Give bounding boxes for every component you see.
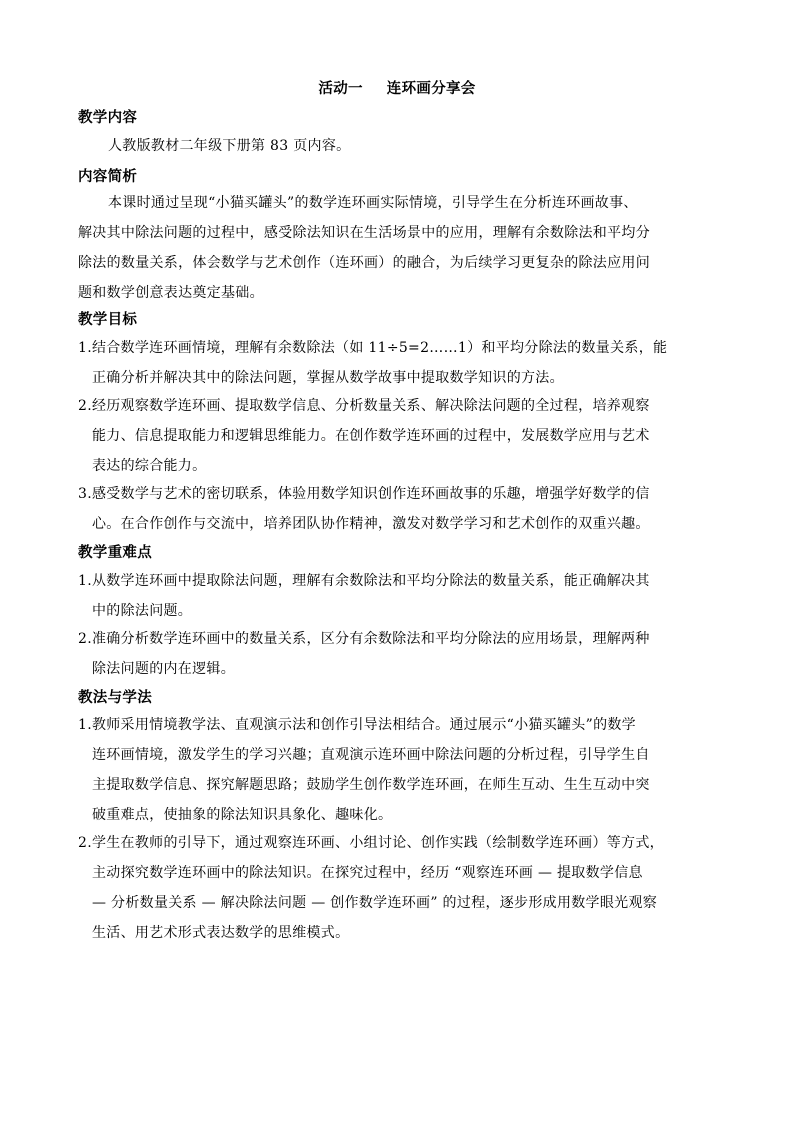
analysis-line: 本课时通过呈现“小猫买罐头”的数学连环画实际情境，引导学生在分析连环画故事、 bbox=[108, 195, 638, 211]
analysis-line: 解决其中除法问题的过程中，感受除法知识在生活场景中的应用，理解有余数除法和平均分 bbox=[78, 225, 650, 241]
content-analysis-paragraph bbox=[78, 188, 718, 308]
goal-line: 3.感受数学与艺术的密切联系，体验用数学知识创作连环画故事的乐趣，增强学好数学的信 bbox=[78, 486, 650, 502]
method-line: 主提取数学信息、探究解题思路；鼓励学生创作数学连环画，在师生互动、生生互动中突 bbox=[92, 777, 650, 793]
goal-line: 心。在合作创作与交流中，培养团队协作精神，激发对数学学习和艺术创作的双重兴趣。 bbox=[92, 516, 650, 532]
title-activity-name: 连环画分享会 bbox=[386, 80, 476, 97]
heading-teaching-goals: 教学目标 bbox=[78, 311, 138, 328]
method-item-2 bbox=[78, 828, 720, 948]
title-activity-number: 活动一 bbox=[318, 80, 363, 97]
keypoint-line: 1.从数学连环画中提取除法问题，理解有余数除法和平均分除法的数量关系，能正确解决其 bbox=[78, 573, 650, 589]
heading-key-difficulties: 教学重难点 bbox=[78, 544, 152, 561]
method-line: 破重难点，使抽象的除法知识具象化、趣味化。 bbox=[92, 807, 393, 823]
teaching-content-line: 人教版教材二年级下册第 83 页内容。 bbox=[108, 138, 351, 154]
analysis-line: 题和数学创意表达奠定基础。 bbox=[78, 285, 264, 301]
goal-line: 能力、信息提取能力和逻辑思维能力。在创作数学连环画的过程中，发展数学应用与艺术 bbox=[92, 428, 650, 444]
method-line: 主动探究数学连环画中的除法知识。在探究过程中，经历 “观察连环画 — 提取数学信息 bbox=[92, 865, 643, 881]
method-line: 2.学生在教师的引导下，通过观察连环画、小组讨论、创作实践（绘制数学连环画）等方式， bbox=[78, 835, 664, 851]
keypoint-line: 2.准确分析数学连环画中的数量关系，区分有余数除法和平均分除法的应用场景，理解两种 bbox=[78, 631, 650, 647]
goal-item-2 bbox=[78, 391, 720, 481]
goal-line: 1.结合数学连环画情境，理解有余数除法（如 11÷5=2……1）和平均分除法的数量关系，能 bbox=[78, 340, 668, 356]
method-line: 生活、用艺术形式表达数学的思维模式。 bbox=[92, 925, 350, 941]
heading-teaching-methods: 教法与学法 bbox=[78, 689, 152, 706]
goal-item-1 bbox=[78, 333, 720, 393]
method-item-1 bbox=[78, 710, 720, 830]
goal-line: 正确分析并解决其中的除法问题，掌握从数学故事中提取数学知识的方法。 bbox=[92, 370, 564, 386]
teaching-content-text bbox=[78, 131, 718, 161]
analysis-line: 除法的数量关系，体会数学与艺术创作（连环画）的融合，为后续学习更复杂的除法应用问 bbox=[78, 255, 650, 271]
heading-teaching-content: 教学内容 bbox=[78, 109, 138, 126]
document-title bbox=[0, 77, 794, 98]
heading-content-analysis: 内容简析 bbox=[78, 168, 138, 185]
method-line: 连环画情境，激发学生的学习兴趣；直观演示连环画中除法问题的分析过程，引导学生自 bbox=[92, 747, 650, 763]
keypoint-line: 中的除法问题。 bbox=[92, 603, 193, 619]
keypoint-item-1 bbox=[78, 566, 720, 626]
method-line: — 分析数量关系 — 解决除法问题 — 创作数学连环画” 的过程，逐步形成用数学眼光观察 bbox=[92, 895, 658, 911]
goal-line: 表达的综合能力。 bbox=[92, 458, 207, 474]
goal-item-3 bbox=[78, 479, 720, 539]
keypoint-item-2 bbox=[78, 624, 720, 684]
goal-line: 2.经历观察数学连环画、提取数学信息、分析数量关系、解决除法问题的全过程，培养观察 bbox=[78, 398, 650, 414]
keypoint-line: 除法问题的内在逻辑。 bbox=[92, 661, 235, 677]
method-line: 1.教师采用情境教学法、直观演示法和创作引导法相结合。通过展示“小猫买罐头”的数学 bbox=[78, 717, 636, 733]
